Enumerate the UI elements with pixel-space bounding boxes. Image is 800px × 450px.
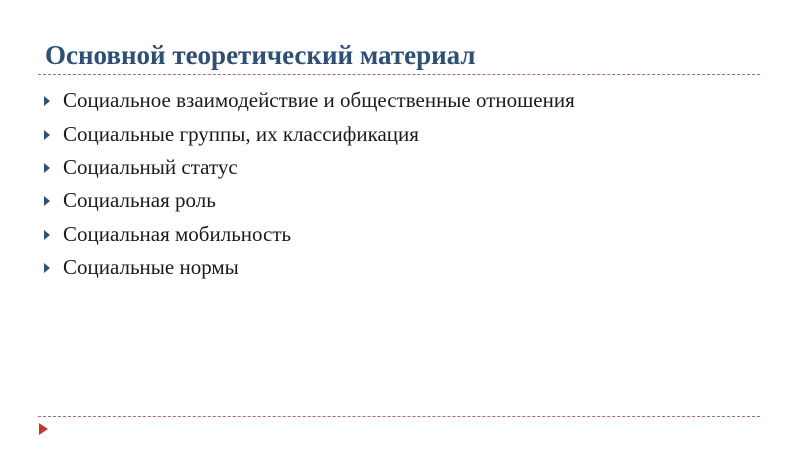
triangle-right-icon <box>44 163 50 173</box>
triangle-right-icon <box>44 263 50 273</box>
triangle-right-icon <box>44 196 50 206</box>
bullet-list <box>44 84 575 284</box>
triangle-right-icon <box>44 96 50 106</box>
slide-title: Основной теоретический материал <box>45 40 476 70</box>
red-arrow-icon <box>39 423 48 435</box>
triangle-right-icon <box>44 230 50 240</box>
title-divider <box>38 74 760 75</box>
bullet-text: Социальные нормы <box>63 255 239 280</box>
list-item <box>44 84 575 117</box>
list-item <box>44 117 575 150</box>
bullet-text: Социальная роль <box>63 188 216 213</box>
triangle-right-icon <box>44 130 50 140</box>
bullet-text: Социальные группы, их классификация <box>63 121 419 146</box>
list-item <box>44 184 575 217</box>
bullet-text: Социальное взаимодействие и общественные отношения <box>63 88 575 113</box>
footer-divider <box>38 416 760 417</box>
bullet-text: Социальная мобильность <box>63 221 292 246</box>
list-item <box>44 151 575 184</box>
list-item <box>44 218 575 251</box>
list-item <box>44 251 575 284</box>
bullet-text: Социальный статус <box>63 154 238 179</box>
